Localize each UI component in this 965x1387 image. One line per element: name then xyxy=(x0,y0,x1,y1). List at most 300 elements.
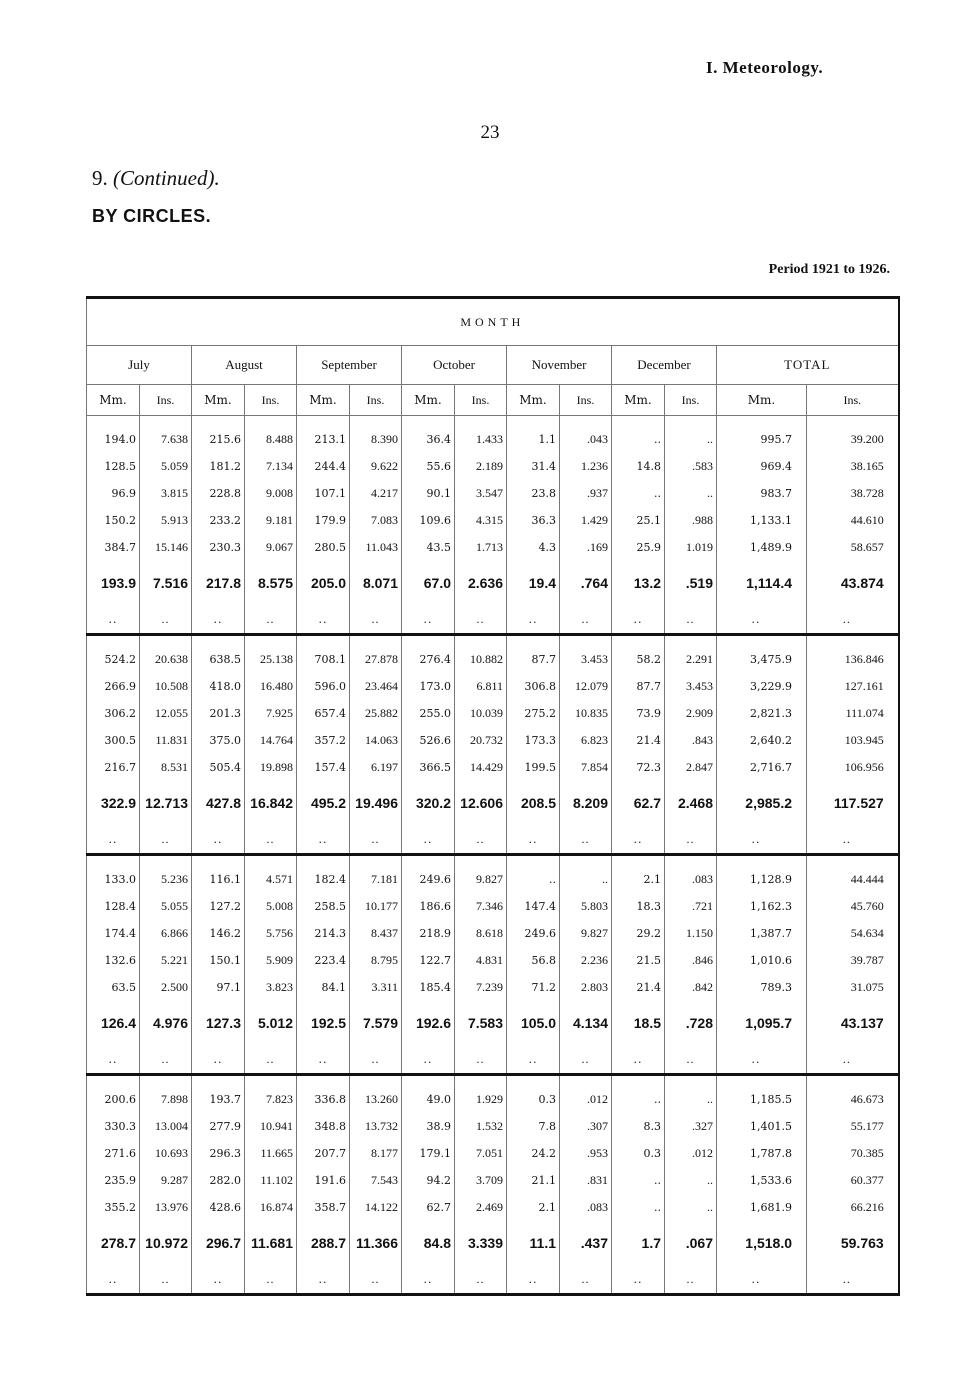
data-cell: 46.673 xyxy=(807,1075,899,1114)
table-row xyxy=(87,635,899,674)
average-cell: 1,114.4 xyxy=(717,561,807,605)
month-header-october: October xyxy=(402,346,507,385)
data-cell: 280.5 xyxy=(297,534,350,561)
dots-cell: .. xyxy=(455,1045,507,1075)
data-cell: 10.693 xyxy=(140,1140,192,1167)
dots-cell: .. xyxy=(717,825,807,855)
average-cell: 217.8 xyxy=(192,561,245,605)
dots-cell: .. xyxy=(612,1045,665,1075)
dots-cell: .. xyxy=(507,1265,560,1295)
data-cell: 18.3 xyxy=(612,893,665,920)
data-cell: 2.469 xyxy=(455,1194,507,1221)
data-cell: 2.500 xyxy=(140,974,192,1001)
data-cell: 1.019 xyxy=(665,534,717,561)
data-cell: 355.2 xyxy=(87,1194,140,1221)
month-header-november: November xyxy=(507,346,612,385)
average-cell: 12.606 xyxy=(455,781,507,825)
data-cell: 21.5 xyxy=(612,947,665,974)
data-cell: 4.3 xyxy=(507,534,560,561)
table-row xyxy=(87,1113,899,1140)
data-cell: 2.1 xyxy=(612,855,665,894)
average-cell: 2.468 xyxy=(665,781,717,825)
data-cell: 657.4 xyxy=(297,700,350,727)
table-continued-heading xyxy=(92,166,220,191)
average-row xyxy=(87,561,899,605)
data-cell: 0.3 xyxy=(507,1075,560,1114)
data-cell: 244.4 xyxy=(297,453,350,480)
data-cell: 36.3 xyxy=(507,507,560,534)
data-cell: .953 xyxy=(560,1140,612,1167)
average-cell: .728 xyxy=(665,1001,717,1045)
data-cell: 73.9 xyxy=(612,700,665,727)
data-cell: 358.7 xyxy=(297,1194,350,1221)
data-cell: 2.189 xyxy=(455,453,507,480)
dots-cell: .. xyxy=(402,1265,455,1295)
average-cell: 495.2 xyxy=(297,781,350,825)
data-cell: 3.709 xyxy=(455,1167,507,1194)
data-cell: 23.8 xyxy=(507,480,560,507)
dots-cell: .. xyxy=(297,1045,350,1075)
average-cell: 5.012 xyxy=(245,1001,297,1045)
data-cell: 55.177 xyxy=(807,1113,899,1140)
data-cell: 1.429 xyxy=(560,507,612,534)
placeholder-dots-row xyxy=(87,1265,899,1295)
unit-header-ins: Ins. xyxy=(665,385,717,416)
dots-cell: .. xyxy=(245,605,297,635)
average-cell: 16.842 xyxy=(245,781,297,825)
data-cell: 1,681.9 xyxy=(717,1194,807,1221)
data-cell: 14.063 xyxy=(350,727,402,754)
data-cell: 5.236 xyxy=(140,855,192,894)
data-cell: 1,133.1 xyxy=(717,507,807,534)
average-cell: 205.0 xyxy=(297,561,350,605)
data-cell: 1,128.9 xyxy=(717,855,807,894)
data-cell: 214.3 xyxy=(297,920,350,947)
data-cell: 4.831 xyxy=(455,947,507,974)
dots-cell: .. xyxy=(140,1045,192,1075)
data-cell: .831 xyxy=(560,1167,612,1194)
data-cell: 7.543 xyxy=(350,1167,402,1194)
dots-cell: .. xyxy=(807,1265,899,1295)
average-cell: 1,518.0 xyxy=(717,1221,807,1265)
data-cell: 6.823 xyxy=(560,727,612,754)
dots-cell: .. xyxy=(192,605,245,635)
data-cell: .169 xyxy=(560,534,612,561)
data-cell: 5.913 xyxy=(140,507,192,534)
unit-header-mm: Mm. xyxy=(717,385,807,416)
dots-cell: .. xyxy=(665,1265,717,1295)
dots-cell: .. xyxy=(245,825,297,855)
dots-cell: .. xyxy=(717,1265,807,1295)
table-row xyxy=(87,416,899,454)
data-cell: 11.831 xyxy=(140,727,192,754)
data-cell: 9.181 xyxy=(245,507,297,534)
data-cell: 7.823 xyxy=(245,1075,297,1114)
data-cell: 596.0 xyxy=(297,673,350,700)
dots-cell: .. xyxy=(612,605,665,635)
data-cell: 14.764 xyxy=(245,727,297,754)
data-cell: 56.8 xyxy=(507,947,560,974)
average-cell: 4.976 xyxy=(140,1001,192,1045)
data-cell: 995.7 xyxy=(717,416,807,454)
data-cell: 3.453 xyxy=(665,673,717,700)
table-subtitle: BY CIRCLES. xyxy=(92,206,212,226)
data-cell: 201.3 xyxy=(192,700,245,727)
table-row xyxy=(87,947,899,974)
placeholder-dots-row xyxy=(87,825,899,855)
month-header-september: September xyxy=(297,346,402,385)
data-cell: 23.464 xyxy=(350,673,402,700)
data-cell: .083 xyxy=(560,1194,612,1221)
data-cell: 9.827 xyxy=(455,855,507,894)
data-cell: 70.385 xyxy=(807,1140,899,1167)
unit-header-ins: Ins. xyxy=(455,385,507,416)
data-cell: 199.5 xyxy=(507,754,560,781)
data-cell: 7.181 xyxy=(350,855,402,894)
data-cell: 4.315 xyxy=(455,507,507,534)
data-cell: 215.6 xyxy=(192,416,245,454)
dots-cell: .. xyxy=(560,825,612,855)
data-cell: 249.6 xyxy=(507,920,560,947)
average-cell: 320.2 xyxy=(402,781,455,825)
placeholder-dots-row xyxy=(87,1045,899,1075)
table-row xyxy=(87,507,899,534)
data-cell: 150.1 xyxy=(192,947,245,974)
data-cell: 58.657 xyxy=(807,534,899,561)
dots-cell: .. xyxy=(807,825,899,855)
average-cell: .519 xyxy=(665,561,717,605)
data-cell: 1,010.6 xyxy=(717,947,807,974)
average-cell: 127.3 xyxy=(192,1001,245,1045)
unit-header-ins: Ins. xyxy=(560,385,612,416)
table-number: 9. xyxy=(92,166,108,190)
data-cell: 7.239 xyxy=(455,974,507,1001)
data-cell: 249.6 xyxy=(402,855,455,894)
data-cell: 13.976 xyxy=(140,1194,192,1221)
data-cell: 29.2 xyxy=(612,920,665,947)
average-cell: 117.527 xyxy=(807,781,899,825)
average-cell: 43.137 xyxy=(807,1001,899,1045)
dots-cell: .. xyxy=(455,1265,507,1295)
average-cell: 1.7 xyxy=(612,1221,665,1265)
data-cell: 127.2 xyxy=(192,893,245,920)
data-cell: 526.6 xyxy=(402,727,455,754)
data-cell: 2.803 xyxy=(560,974,612,1001)
data-cell: 1,533.6 xyxy=(717,1167,807,1194)
data-cell: 1.236 xyxy=(560,453,612,480)
month-header-july: July xyxy=(87,346,192,385)
data-cell: 275.2 xyxy=(507,700,560,727)
data-cell: 216.7 xyxy=(87,754,140,781)
data-cell: 11.102 xyxy=(245,1167,297,1194)
data-cell: 12.055 xyxy=(140,700,192,727)
data-cell: 8.177 xyxy=(350,1140,402,1167)
data-cell: 8.488 xyxy=(245,416,297,454)
data-cell: 7.083 xyxy=(350,507,402,534)
data-cell: .. xyxy=(612,1075,665,1114)
data-cell: 969.4 xyxy=(717,453,807,480)
average-cell: 12.713 xyxy=(140,781,192,825)
data-cell: 213.1 xyxy=(297,416,350,454)
dots-cell: .. xyxy=(297,825,350,855)
data-cell: 14.8 xyxy=(612,453,665,480)
data-cell: 58.2 xyxy=(612,635,665,674)
dots-cell: .. xyxy=(297,1265,350,1295)
data-cell: .937 xyxy=(560,480,612,507)
average-cell: .764 xyxy=(560,561,612,605)
data-cell: .. xyxy=(665,480,717,507)
data-cell: 3.823 xyxy=(245,974,297,1001)
data-cell: 983.7 xyxy=(717,480,807,507)
average-cell: 7.583 xyxy=(455,1001,507,1045)
months-header-row xyxy=(87,346,899,385)
data-cell: 207.7 xyxy=(297,1140,350,1167)
average-cell: 8.071 xyxy=(350,561,402,605)
table-row xyxy=(87,1194,899,1221)
data-cell: 71.2 xyxy=(507,974,560,1001)
data-cell: 45.760 xyxy=(807,893,899,920)
data-cell: 174.4 xyxy=(87,920,140,947)
table-row xyxy=(87,1075,899,1114)
data-cell: 2,716.7 xyxy=(717,754,807,781)
table-row xyxy=(87,920,899,947)
data-cell: 97.1 xyxy=(192,974,245,1001)
unit-header-ins: Ins. xyxy=(140,385,192,416)
data-cell: 109.6 xyxy=(402,507,455,534)
dots-cell: .. xyxy=(350,1265,402,1295)
average-cell: 62.7 xyxy=(612,781,665,825)
data-cell: 63.5 xyxy=(87,974,140,1001)
data-cell: 116.1 xyxy=(192,855,245,894)
data-cell: 266.9 xyxy=(87,673,140,700)
average-cell: 296.7 xyxy=(192,1221,245,1265)
data-cell: .. xyxy=(612,480,665,507)
data-cell: 16.480 xyxy=(245,673,297,700)
data-cell: 8.3 xyxy=(612,1113,665,1140)
data-cell: 1,401.5 xyxy=(717,1113,807,1140)
dots-cell: .. xyxy=(807,605,899,635)
data-cell: 7.051 xyxy=(455,1140,507,1167)
data-cell: 60.377 xyxy=(807,1167,899,1194)
data-cell: 150.2 xyxy=(87,507,140,534)
data-cell: 300.5 xyxy=(87,727,140,754)
dots-cell: .. xyxy=(192,825,245,855)
data-cell: 5.059 xyxy=(140,453,192,480)
unit-header-ins: Ins. xyxy=(245,385,297,416)
dots-cell: .. xyxy=(507,605,560,635)
data-cell: 3.815 xyxy=(140,480,192,507)
data-cell: 200.6 xyxy=(87,1075,140,1114)
data-cell: 2.847 xyxy=(665,754,717,781)
table-row xyxy=(87,480,899,507)
data-cell: 16.874 xyxy=(245,1194,297,1221)
data-cell: 62.7 xyxy=(402,1194,455,1221)
data-cell: 147.4 xyxy=(507,893,560,920)
data-cell: 2.909 xyxy=(665,700,717,727)
data-cell: .. xyxy=(560,855,612,894)
data-cell: 1.433 xyxy=(455,416,507,454)
table-row xyxy=(87,1140,899,1167)
data-cell: 1,489.9 xyxy=(717,534,807,561)
data-cell: 228.8 xyxy=(192,480,245,507)
data-cell: 2.236 xyxy=(560,947,612,974)
data-cell: .. xyxy=(507,855,560,894)
month-header-total: TOTAL xyxy=(717,346,899,385)
average-cell: 2.636 xyxy=(455,561,507,605)
data-cell: 39.787 xyxy=(807,947,899,974)
dots-cell: .. xyxy=(350,605,402,635)
data-cell: .. xyxy=(612,416,665,454)
data-cell: 194.0 xyxy=(87,416,140,454)
data-cell: 3,229.9 xyxy=(717,673,807,700)
data-cell: 418.0 xyxy=(192,673,245,700)
dots-cell: .. xyxy=(665,605,717,635)
average-cell: 192.6 xyxy=(402,1001,455,1045)
dots-cell: .. xyxy=(560,1265,612,1295)
data-cell: 39.200 xyxy=(807,416,899,454)
average-cell: .067 xyxy=(665,1221,717,1265)
data-cell: 20.732 xyxy=(455,727,507,754)
average-cell: 10.972 xyxy=(140,1221,192,1265)
data-cell: 638.5 xyxy=(192,635,245,674)
data-cell: 20.638 xyxy=(140,635,192,674)
data-cell: 7.346 xyxy=(455,893,507,920)
data-cell: 173.0 xyxy=(402,673,455,700)
data-cell: 94.2 xyxy=(402,1167,455,1194)
month-header-august: August xyxy=(192,346,297,385)
average-cell: .437 xyxy=(560,1221,612,1265)
table-row xyxy=(87,855,899,894)
average-cell: 18.5 xyxy=(612,1001,665,1045)
data-cell: 6.811 xyxy=(455,673,507,700)
data-cell: 44.444 xyxy=(807,855,899,894)
data-cell: 8.531 xyxy=(140,754,192,781)
data-cell: .842 xyxy=(665,974,717,1001)
section-title: I. Meteorology. xyxy=(706,58,824,77)
average-cell: 2,985.2 xyxy=(717,781,807,825)
dots-cell: .. xyxy=(665,1045,717,1075)
data-cell: 1.713 xyxy=(455,534,507,561)
data-cell: 55.6 xyxy=(402,453,455,480)
data-cell: 5.803 xyxy=(560,893,612,920)
dots-cell: .. xyxy=(717,605,807,635)
data-cell: 25.9 xyxy=(612,534,665,561)
dots-cell: .. xyxy=(140,825,192,855)
data-cell: 1.150 xyxy=(665,920,717,947)
data-cell: 10.508 xyxy=(140,673,192,700)
dots-cell: .. xyxy=(402,1045,455,1075)
data-cell: 8.795 xyxy=(350,947,402,974)
data-cell: 173.3 xyxy=(507,727,560,754)
data-cell: 27.878 xyxy=(350,635,402,674)
average-cell: 193.9 xyxy=(87,561,140,605)
data-cell: 10.882 xyxy=(455,635,507,674)
data-cell: 6.866 xyxy=(140,920,192,947)
data-cell: 1.532 xyxy=(455,1113,507,1140)
data-cell: .327 xyxy=(665,1113,717,1140)
data-cell: 179.9 xyxy=(297,507,350,534)
dots-cell: .. xyxy=(245,1045,297,1075)
data-cell: 10.039 xyxy=(455,700,507,727)
table-row xyxy=(87,673,899,700)
data-cell: .043 xyxy=(560,416,612,454)
data-cell: 8.618 xyxy=(455,920,507,947)
unit-header-mm: Mm. xyxy=(507,385,560,416)
data-cell: 31.075 xyxy=(807,974,899,1001)
data-cell: 1,387.7 xyxy=(717,920,807,947)
data-cell: 330.3 xyxy=(87,1113,140,1140)
data-cell: 218.9 xyxy=(402,920,455,947)
data-cell: 182.4 xyxy=(297,855,350,894)
average-row xyxy=(87,1001,899,1045)
data-cell: 8.437 xyxy=(350,920,402,947)
table-body xyxy=(87,416,899,1295)
data-cell: 122.7 xyxy=(402,947,455,974)
data-cell: 11.043 xyxy=(350,534,402,561)
data-cell: 13.732 xyxy=(350,1113,402,1140)
data-cell: 96.9 xyxy=(87,480,140,507)
average-cell: 126.4 xyxy=(87,1001,140,1045)
average-cell: 11.1 xyxy=(507,1221,560,1265)
data-cell: 43.5 xyxy=(402,534,455,561)
data-cell: 5.055 xyxy=(140,893,192,920)
data-cell: 223.4 xyxy=(297,947,350,974)
data-cell: 276.4 xyxy=(402,635,455,674)
data-cell: 0.3 xyxy=(612,1140,665,1167)
data-cell: .. xyxy=(665,1167,717,1194)
dots-cell: .. xyxy=(87,605,140,635)
data-cell: 7.134 xyxy=(245,453,297,480)
data-cell: 336.8 xyxy=(297,1075,350,1114)
data-cell: .988 xyxy=(665,507,717,534)
data-cell: 111.074 xyxy=(807,700,899,727)
data-cell: 2,640.2 xyxy=(717,727,807,754)
data-cell: 7.638 xyxy=(140,416,192,454)
data-cell: 8.390 xyxy=(350,416,402,454)
data-cell: .012 xyxy=(560,1075,612,1114)
data-cell: 127.161 xyxy=(807,673,899,700)
dots-cell: .. xyxy=(612,1265,665,1295)
data-cell: 9.067 xyxy=(245,534,297,561)
data-cell: 84.1 xyxy=(297,974,350,1001)
data-cell: 186.6 xyxy=(402,893,455,920)
data-cell: 181.2 xyxy=(192,453,245,480)
average-cell: 427.8 xyxy=(192,781,245,825)
data-cell: 4.217 xyxy=(350,480,402,507)
data-cell: 132.6 xyxy=(87,947,140,974)
average-cell: 208.5 xyxy=(507,781,560,825)
data-cell: 2,821.3 xyxy=(717,700,807,727)
unit-header-mm: Mm. xyxy=(297,385,350,416)
data-cell: 282.0 xyxy=(192,1167,245,1194)
average-cell: 8.575 xyxy=(245,561,297,605)
data-cell: 157.4 xyxy=(297,754,350,781)
data-cell: 13.004 xyxy=(140,1113,192,1140)
data-cell: .307 xyxy=(560,1113,612,1140)
table-row xyxy=(87,700,899,727)
table-row xyxy=(87,453,899,480)
page-number: 23 xyxy=(480,122,500,143)
table-row xyxy=(87,1167,899,1194)
data-cell: 12.079 xyxy=(560,673,612,700)
data-cell: 193.7 xyxy=(192,1075,245,1114)
data-cell: 87.7 xyxy=(612,673,665,700)
data-cell: 4.571 xyxy=(245,855,297,894)
data-cell: 296.3 xyxy=(192,1140,245,1167)
data-cell: .721 xyxy=(665,893,717,920)
average-cell: 43.874 xyxy=(807,561,899,605)
data-cell: 133.0 xyxy=(87,855,140,894)
